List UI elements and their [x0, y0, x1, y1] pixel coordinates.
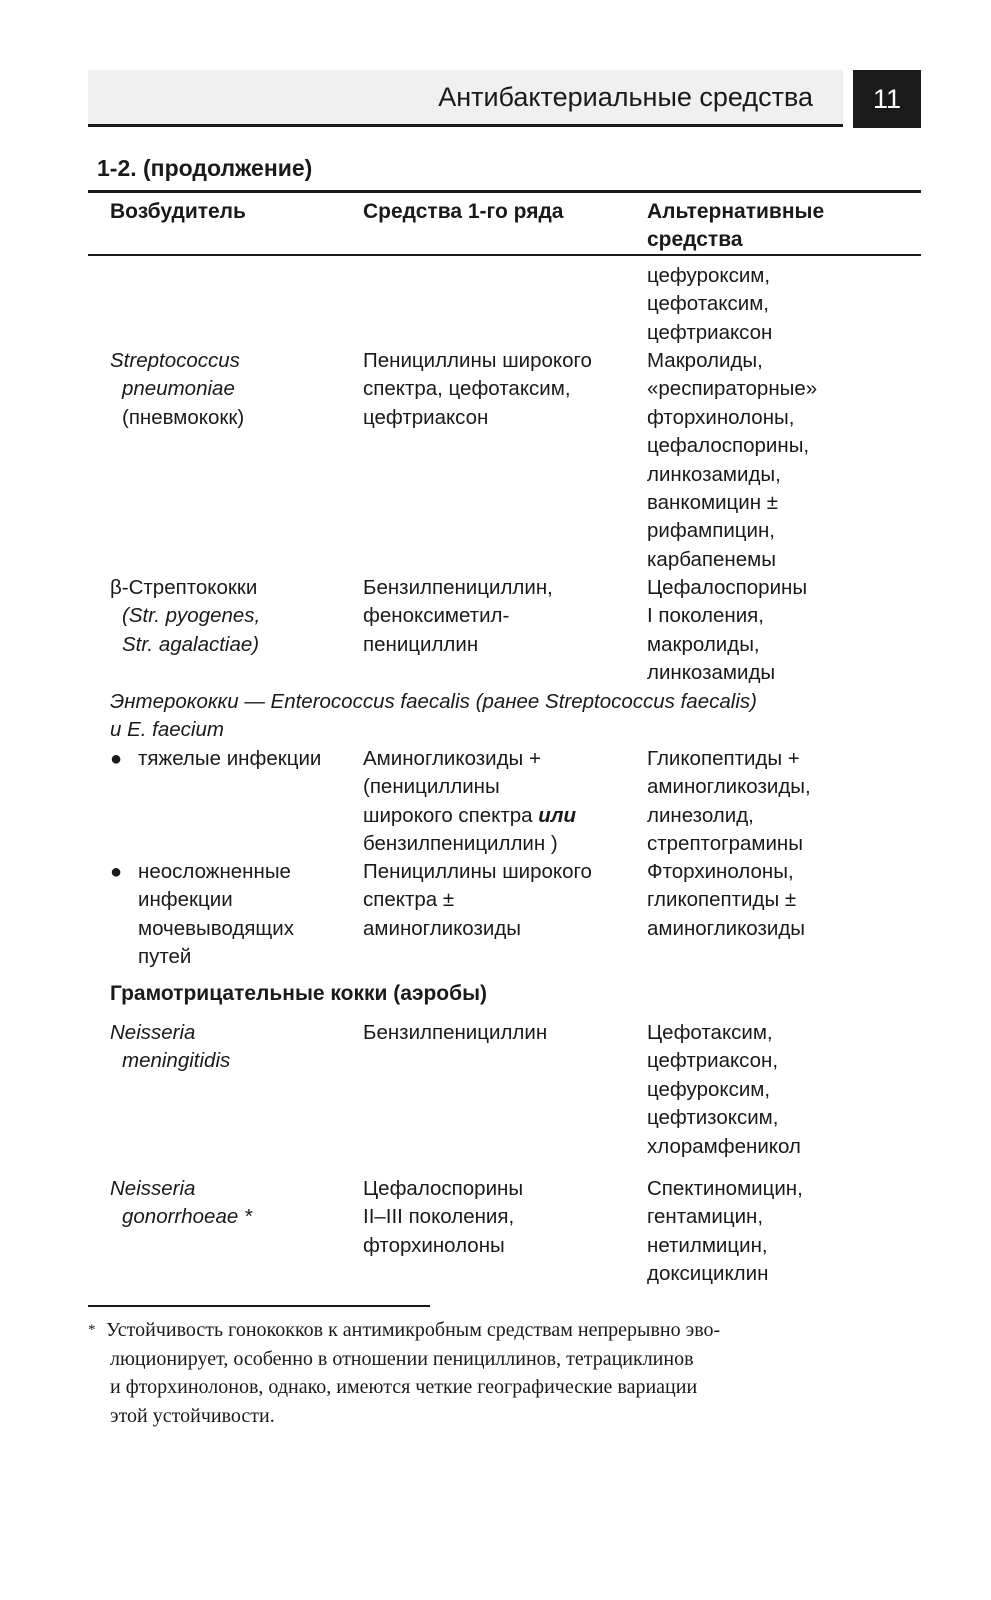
cell-line: I поколения, [647, 604, 764, 628]
cell-line: бензилпенициллин ) [363, 832, 558, 856]
column-header-first-line: Средства 1-го ряда [363, 200, 564, 223]
cell-line: инфекции [138, 888, 233, 912]
cell-line: Гликопептиды + [647, 747, 800, 770]
bullet-icon: ● [110, 861, 123, 883]
column-header-alternative [647, 198, 824, 254]
column-header-alternative-line: средства [647, 228, 743, 251]
cell-line: Спектиномицин, [647, 1177, 803, 1200]
first-line-cell [363, 1019, 547, 1047]
cell-line: аминогликозиды [363, 916, 522, 940]
footnote [88, 1316, 921, 1430]
cell-line: мочевыводящих [138, 916, 294, 940]
table-top-rule [88, 190, 921, 193]
cell-line: (пенициллины [363, 775, 500, 799]
cell-line: пенициллин [363, 632, 479, 656]
cell-line: Бензилпенициллин, [363, 576, 553, 599]
section-title: Грамотрицательные кокки (аэробы) [110, 982, 488, 1005]
header-title: Антибактериальные средства [438, 82, 813, 112]
cell-line: gonorrhoeae * [122, 1205, 252, 1229]
alternative-cell [647, 1175, 803, 1289]
cell-line: цефтриаксон [647, 320, 773, 344]
page-number: 11 [853, 70, 921, 128]
cell-line: стрептограмины [647, 832, 803, 856]
cell-line: II–III поколения, [363, 1205, 515, 1229]
cell-line: Streptococcus [110, 349, 240, 372]
cell-line: β-Стрептококки [110, 576, 258, 599]
bullet-line [110, 745, 321, 773]
bullet-line [110, 858, 294, 886]
cell-line: гликопептиды ± [647, 888, 797, 912]
cell-line: Пенициллины широкого [363, 349, 592, 372]
footnote-line: этой устойчивости. [110, 1404, 275, 1427]
first-line-cell [363, 858, 592, 943]
cell-line: Цефалоспорины [647, 576, 808, 599]
cell-line: (пневмококк) [122, 405, 245, 429]
alternative-cell [647, 347, 817, 574]
first-line-cell [363, 745, 576, 859]
alternative-cell [647, 574, 807, 688]
alternative-cell [647, 858, 805, 943]
cell-line: Макролиды, [647, 349, 763, 372]
cell-line: Аминогликозиды + [363, 747, 541, 770]
cell-line: ванкомицин ± [647, 491, 778, 515]
cell-line: Бензилпенициллин [363, 1021, 548, 1044]
first-line-cell [363, 574, 553, 659]
cell-line: meningitidis [122, 1049, 231, 1073]
enterococci-group-title [110, 688, 757, 745]
cell-line: цефтизоксим, [647, 1106, 779, 1130]
pathogen-cell [110, 858, 294, 972]
alternative-cell [647, 745, 811, 859]
alternative-cell [647, 1019, 801, 1161]
cell-line: доксициклин [647, 1262, 769, 1286]
cell-line: цефтриаксон, [647, 1049, 779, 1073]
cell-line: хлорамфеникол [647, 1134, 801, 1158]
cell-line: Фторхинолоны, [647, 860, 794, 883]
cell-line: цефтриаксон [363, 405, 489, 429]
cell-line: феноксиметил- [363, 604, 510, 628]
group-title-line: и E. faecium [110, 718, 224, 742]
pathogen-cell [110, 574, 260, 659]
cell-line: pneumoniae [122, 377, 235, 401]
cell-line: фторхинолоны, [647, 405, 795, 429]
footnote-line: люционирует, особенно в отношении пенициллинов, тетрациклинов [110, 1347, 694, 1370]
cell-line: Цефотаксим, [647, 1021, 773, 1044]
cell-line: карбапенемы [647, 547, 776, 571]
first-line-cell [363, 347, 592, 432]
footnote-line [88, 1316, 921, 1345]
cell-line: линезолид, [647, 803, 754, 827]
cell-line: Цефалоспорины [363, 1177, 524, 1200]
cell-line: (Str. pyogenes, [122, 604, 261, 628]
footnote-text: Устойчивость гонококков к антимикробным средствам непрерывно эво- [106, 1319, 721, 1341]
group-title-line: Энтерококки — Enterococcus faecalis (ранее Streptococcus faecalis) [110, 690, 757, 713]
emphasis-text: или [538, 803, 577, 827]
cell-line: Neisseria [110, 1021, 196, 1044]
cell-line: рифампицин, [647, 519, 775, 543]
pathogen-cell [110, 1019, 230, 1076]
cell-line: цефуроксим, [647, 264, 771, 287]
bullet-icon: ● [110, 748, 123, 770]
cell-line: фторхинолоны [363, 1233, 505, 1257]
pathogen-cell [110, 1175, 252, 1232]
cell-line: спектра ± [363, 888, 455, 912]
cell-line: цефотаксим, [647, 292, 769, 316]
cell-text: широкого спектра [363, 803, 533, 827]
cell-line: гентамицин, [647, 1205, 764, 1229]
cell-line: аминогликозиды, [647, 775, 811, 799]
table-header-rule [88, 254, 921, 256]
pathogen-cell [110, 745, 321, 773]
cell-line: цефуроксим, [647, 1077, 771, 1101]
cell-line: линкозамиды, [647, 462, 781, 486]
cell-line: линкозамиды [647, 661, 776, 685]
cell-line: Neisseria [110, 1177, 196, 1200]
footnote-marker: * [88, 1322, 96, 1338]
cell-line: путей [138, 945, 192, 969]
cell-text: неосложненные [138, 860, 291, 883]
first-line-cell [363, 1175, 523, 1260]
column-header-pathogen: Возбудитель [110, 200, 246, 223]
cell-line: спектра, цефотаксим, [363, 377, 571, 401]
running-header [88, 70, 843, 127]
footnote-rule [88, 1305, 430, 1307]
footnote-line: и фторхинолонов, однако, имеются четкие географические вариации [110, 1376, 698, 1398]
cell-line [363, 802, 576, 830]
cell-line: макролиды, [647, 632, 760, 656]
continued-alternative-cell [647, 262, 772, 347]
cell-line: цефалоспорины, [647, 434, 810, 458]
cell-text: тяжелые инфекции [138, 747, 322, 770]
cell-line: «респираторные» [647, 377, 818, 401]
pathogen-cell [110, 347, 244, 432]
table-caption: 1-2. (продолжение) [97, 155, 313, 181]
cell-line: Str. agalactiae) [122, 632, 260, 656]
cell-line: аминогликозиды [647, 916, 806, 940]
cell-line: Пенициллины широкого [363, 860, 592, 883]
column-header-alternative-line: Альтернативные [647, 200, 825, 223]
cell-line: нетилмицин, [647, 1233, 768, 1257]
